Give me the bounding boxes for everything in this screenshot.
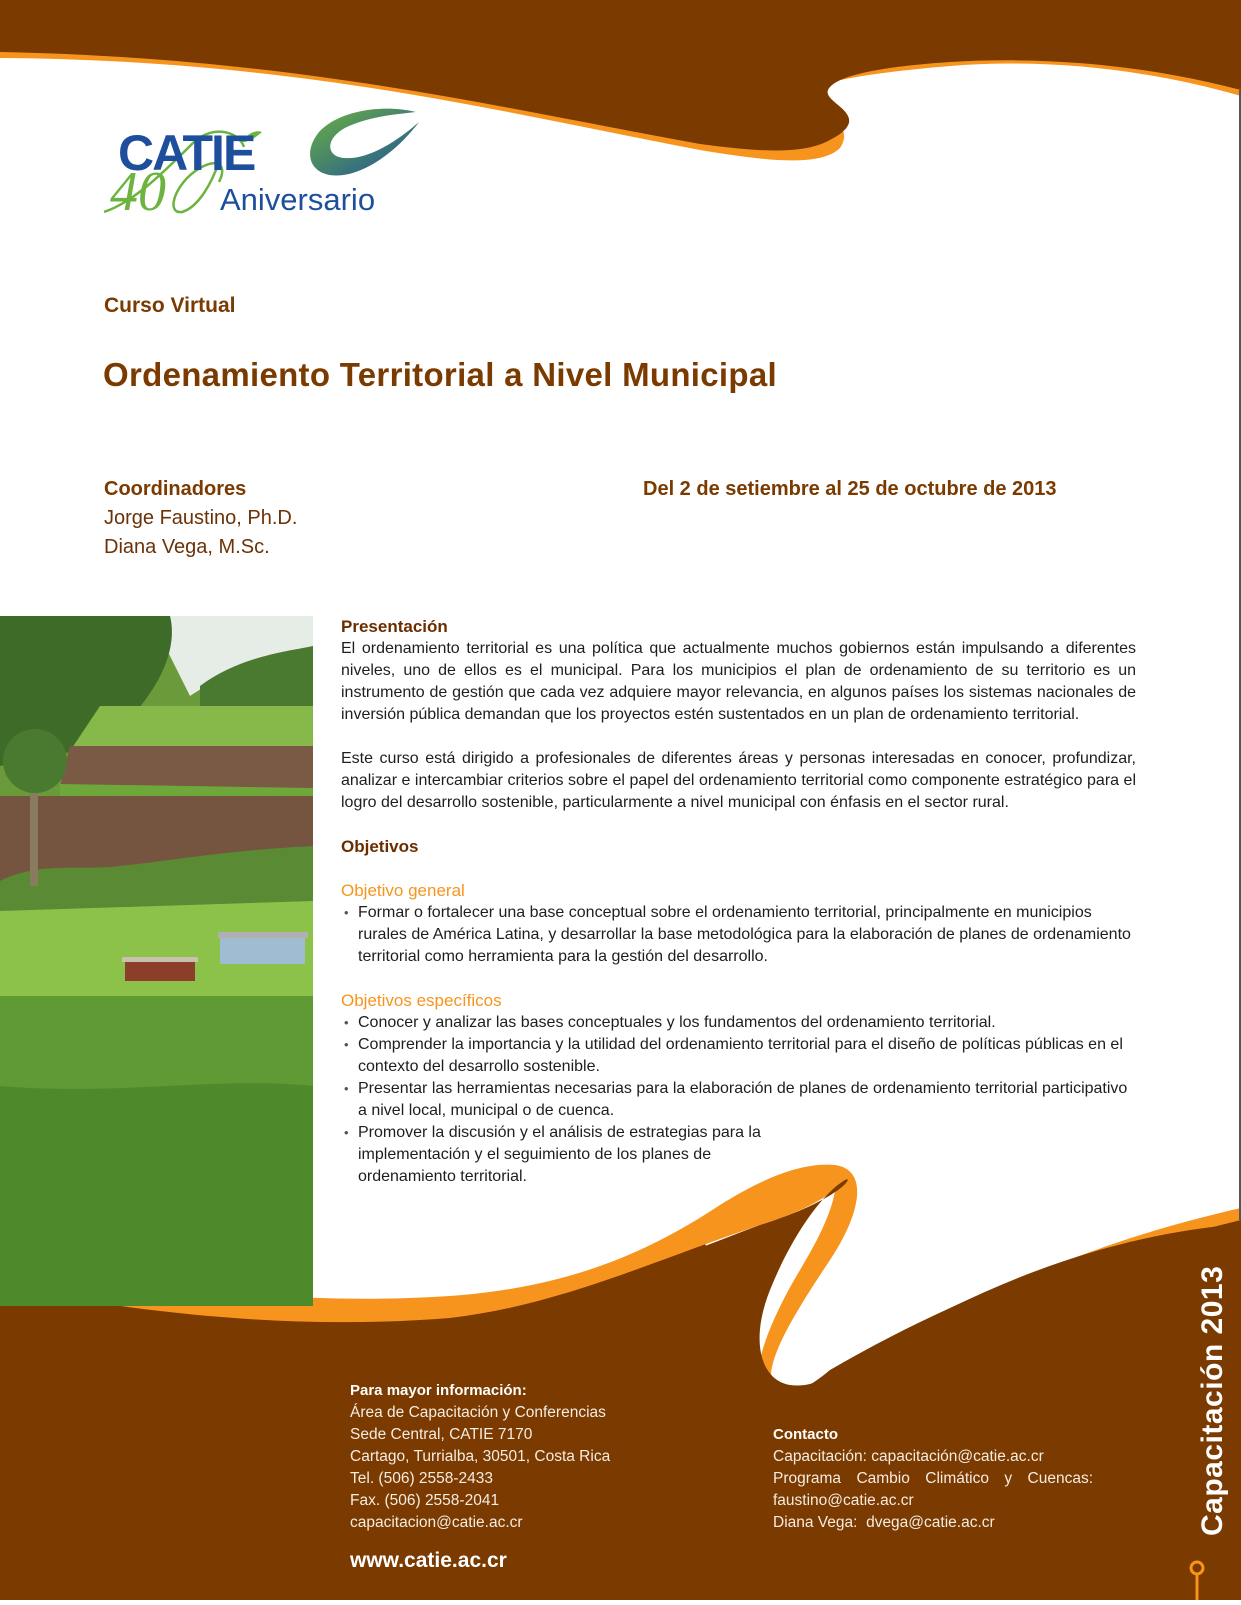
list-item: • Presentar las herramientas necesarias para la elaboración de planes de ordenamiento territorial participativo a nivel local, municipal o de cuenca. xyxy=(341,1078,1136,1122)
list-item: • Promover la discusión y el análisis de estrategias para la implementación y el seguimiento de los planes de ordenamiento territorial. xyxy=(341,1122,808,1188)
objectives-heading: Objetivos xyxy=(341,837,419,856)
contact-line: Diana Vega: dvega@catie.ac.cr xyxy=(773,1514,995,1531)
course-title: Ordenamiento Territorial a Nivel Municipal xyxy=(103,356,777,393)
contact-heading: Contacto xyxy=(773,1426,838,1443)
logo-anniversary-number: 40 xyxy=(110,161,166,223)
footer-info-line: Cartago, Turrialba, 30501, Costa Rica xyxy=(350,1448,611,1465)
list-item: • Comprender la importancia y la utilidad del ordenamiento territorial para el diseño de políticas públicas en el contexto del desarrollo sostenible. xyxy=(341,1034,1136,1078)
presentation-paragraph: El ordenamiento territorial es una política que actualmente muchos gobiernos están impulsando a diferentes niveles, uno de ellos es el municipal. Para los municipios el plan de ordenamiento de su territorio es un instrumento de gestión que cada vez adquiere mayor relevancia, en algunos países los sistemas nacionales de inversión pública demandan que los proyectos estén sustentados en un plan de ordenamiento territorial. xyxy=(341,640,1136,723)
course-type: Curso Virtual xyxy=(104,294,236,317)
contact-line: faustino@catie.ac.cr xyxy=(773,1492,914,1509)
course-dates: Del 2 de setiembre al 25 de octubre de 2013 xyxy=(643,478,1057,500)
footer-contact xyxy=(773,1424,1093,1534)
landscape-photo xyxy=(0,616,313,1306)
footer-email-link[interactable]: capacitacion@catie.ac.cr xyxy=(350,1514,523,1531)
presentation-heading: Presentación xyxy=(341,617,448,636)
contact-line: Capacitación: capacitación@catie.ac.cr xyxy=(773,1448,1044,1465)
specific-objectives-heading: Objetivos específicos xyxy=(341,991,502,1010)
main-content xyxy=(341,616,1136,1188)
coordinator-name: Jorge Faustino, Ph.D. xyxy=(104,507,298,529)
footer-info-line: Tel. (506) 2558-2433 xyxy=(350,1470,494,1487)
footer-info-line: Fax. (506) 2558-2041 xyxy=(350,1492,500,1509)
catie-logo xyxy=(104,102,434,224)
general-objective-list xyxy=(341,902,1136,968)
logo-brand-text: CATIE xyxy=(118,125,255,181)
coordinators-heading: Coordinadores xyxy=(104,478,247,500)
footer-info-heading: Para mayor información: xyxy=(350,1382,527,1399)
footer-info-line: Área de Capacitación y Conferencias xyxy=(350,1404,606,1421)
list-item: • Conocer y analizar las bases conceptuales y los fundamentos del ordenamiento territorial. xyxy=(341,1012,1136,1034)
contact-line: Programa Cambio Climático y Cuencas: xyxy=(773,1470,1093,1487)
coordinator-name: Diana Vega, M.Sc. xyxy=(104,536,270,558)
general-objective-heading: Objetivo general xyxy=(341,881,465,900)
footer-info xyxy=(350,1380,610,1534)
footer-info-line: Sede Central, CATIE 7170 xyxy=(350,1426,533,1443)
presentation-paragraph: Este curso está dirigido a profesionales de diferentes áreas y personas interesadas en conocer, profundizar, analizar e intercambiar criterios sobre el papel del ordenamiento territorial como componente estratégico para el logro del desarrollo sostenible, particularmente a nivel municipal con énfasis en el sector rural. xyxy=(341,750,1136,811)
list-item: • Formar o fortalecer una base conceptual sobre el ordenamiento territorial, principalmente en municipios rurales de América Latina, y desarrollar la base metodológica para la elaboración de planes de ordenamiento territorial como herramienta para la gestión del desarrollo. xyxy=(341,902,1136,968)
side-label: Capacitación 2013 xyxy=(1196,1265,1229,1536)
website-link[interactable]: www.catie.ac.cr xyxy=(350,1549,507,1572)
specific-objectives-list xyxy=(341,1012,1136,1188)
pin-icon xyxy=(1188,1560,1206,1600)
logo-anniversary-label: Aniversario xyxy=(220,182,376,217)
